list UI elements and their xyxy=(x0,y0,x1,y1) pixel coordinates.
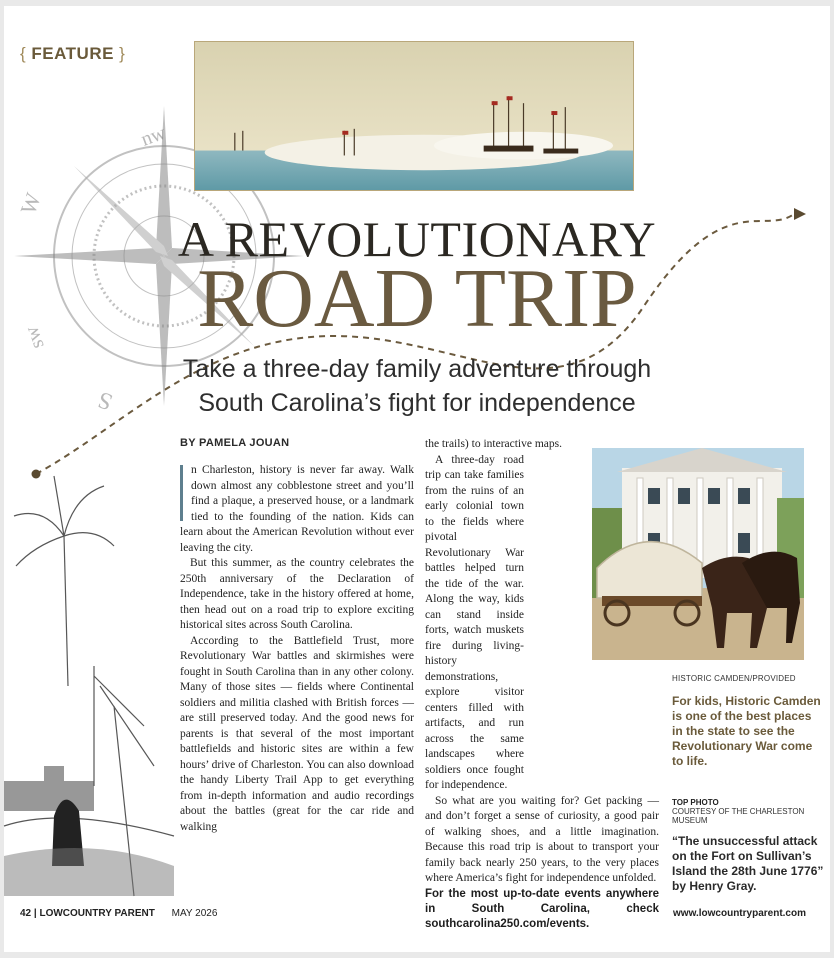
footer-url: www.lowcountryparent.com xyxy=(673,908,806,919)
top-photo-painting xyxy=(194,41,634,191)
section-brace-close: } xyxy=(119,44,126,63)
publication-name: LOWCOUNTRY PARENT xyxy=(39,908,155,919)
photo-credit: HISTORIC CAMDEN/PROVIDED xyxy=(672,674,796,683)
article-paragraph-3-continued: the trails) to interactive maps. xyxy=(425,438,562,450)
headline-line-1: A REVOLUTIONARY xyxy=(177,211,657,267)
photo-caption: For kids, Historic Camden is one of the best places in the state to see the Revolutionary War come to life. xyxy=(672,694,821,768)
article-column-1 xyxy=(180,463,414,835)
historic-camden-photo xyxy=(592,448,804,660)
footer-folio: 42 | LOWCOUNTRY PARENT MAY 2026 xyxy=(20,908,218,919)
svg-text:nw: nw xyxy=(138,121,169,151)
top-photo-label: TOP PHOTO xyxy=(672,798,719,807)
page-number: 42 xyxy=(20,908,32,919)
subheadline-line-2: South Carolina’s fight for independence xyxy=(198,389,636,417)
svg-text:sw: sw xyxy=(20,323,49,352)
issue-date: MAY 2026 xyxy=(171,908,218,919)
byline: BY PAMELA JOUAN xyxy=(180,437,290,449)
top-photo-credit: COURTESY OF THE CHARLESTON MUSEUM xyxy=(672,807,805,825)
harbor-illustration xyxy=(4,426,174,896)
article-paragraph-4-text: A three-day road trip can take families from the ruins of an early colonial town to the fields where pivotal Revolutionary War battles helped turn the tide of the war. Along the way, kids can stand inside forts, watch muskets fire during living-history demonstrations, explore visitor centers filled with artifacts, and run across the same landscapes where soldiers once fought for independence. xyxy=(425,453,524,791)
article-paragraph-3: According to the Battlefield Trust, more Revolutionary War battles and skirmishes were fought in South Carolina than in any other colony. Many of those sites — fields where Continental soldiers and militia clashed with British forces — are still preserved today. And the good news for parents is that several of the most important battlefields and historic sites are within a few hours’ drive of Charleston. You can also download the handy Liberty Trail App to get everything from in-depth information and audio recordings about the battles (great for the car ride and walking xyxy=(180,634,414,833)
article-paragraph-1-text: n Charleston, history is never far away. Walk down almost any cobblestone street and you’ll find a plaque, a preserved house, or a landmark tied to the founding of the nation. Kids can learn about the American Revolution without ever leaving the city. xyxy=(180,464,414,554)
svg-text:W: W xyxy=(15,189,46,218)
drop-cap-bar xyxy=(180,465,183,521)
article-paragraph-5: So what are you waiting for? Get packing — and don’t forget a sense of curiosity, a good pair of walking shoes, and a little imagination. Because this road trip is about to transport your family back nearly 250 years, to the very places where America’s fight for independence unfolded. xyxy=(425,794,659,884)
article-paragraph-1 xyxy=(180,463,414,556)
section-brace-open: { xyxy=(20,44,27,63)
subheadline xyxy=(124,352,710,420)
svg-text:S: S xyxy=(94,385,117,415)
section-label xyxy=(20,44,125,64)
top-photo-caption: “The unsuccessful attack on the Fort on Sullivan’s Island the 28th June 1776” by Henry Gray. xyxy=(672,834,824,893)
events-callout: For the most up-to-date events anywhere in South Carolina, check southcarolina250.com/events. xyxy=(425,887,659,930)
subheadline-line-1: Take a three-day family adventure through xyxy=(182,355,652,383)
article-paragraph-2: But this summer, as the country celebrates the 250th anniversary of the Declaration of Independence, take in the history offered at home, then head out on a road trip to explore exciting historical sites across South Carolina. xyxy=(180,557,414,631)
magazine-page xyxy=(4,6,830,952)
headline-line-2: ROAD TRIP xyxy=(197,252,637,345)
section-label-text: FEATURE xyxy=(31,44,114,63)
